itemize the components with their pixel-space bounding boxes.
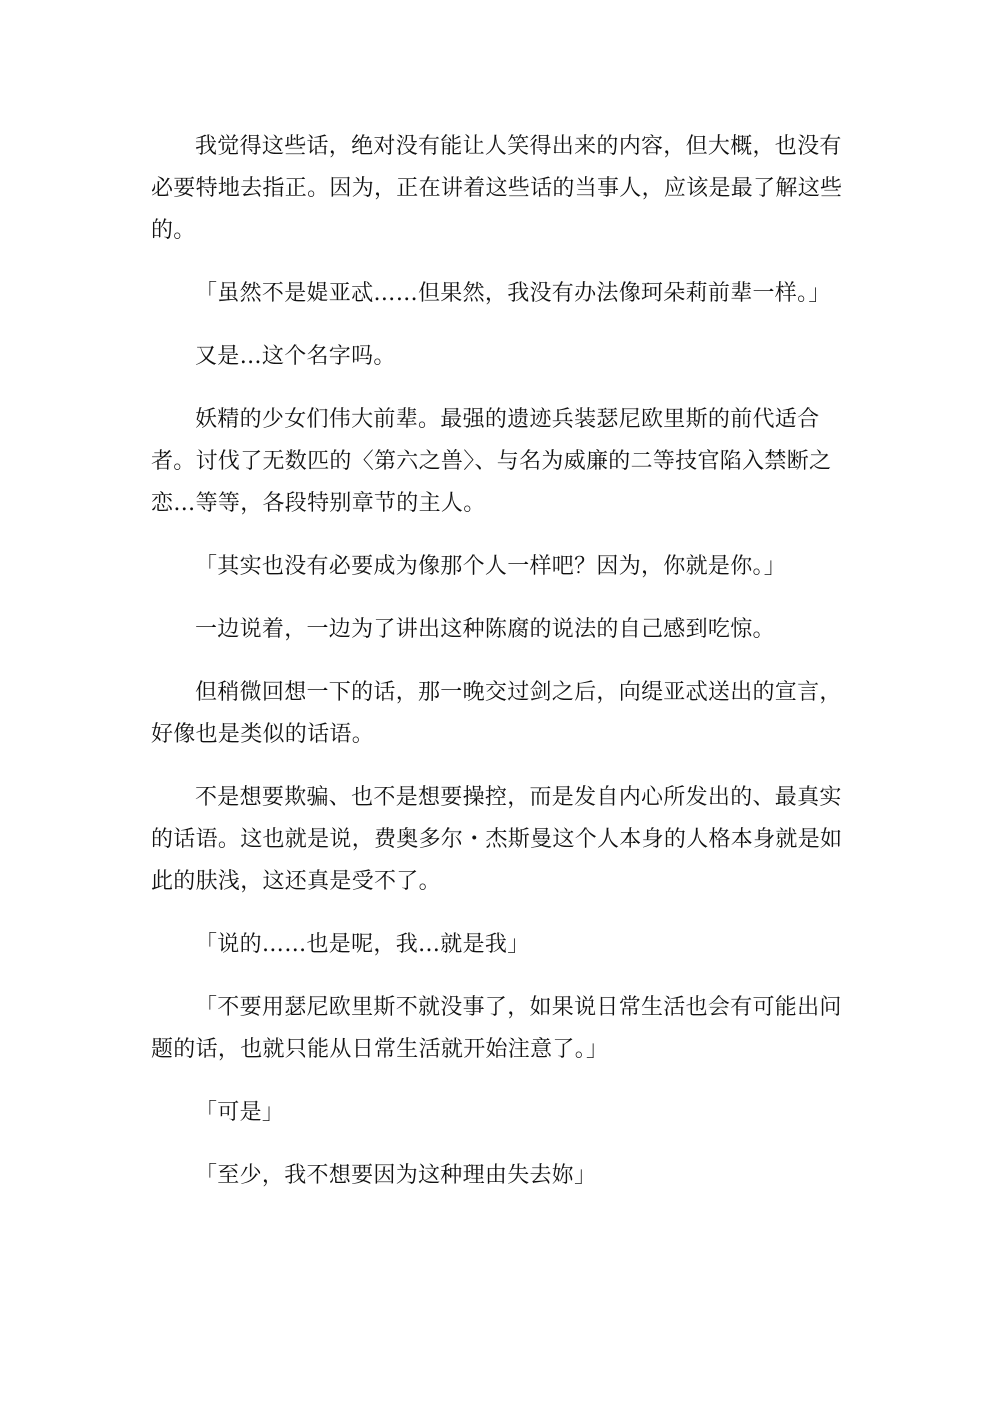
paragraph-9: 「说的……也是呢，我…就是我」 — [195, 932, 530, 957]
paragraph-11: 「可是」 — [195, 1100, 285, 1125]
paragraph-4: 妖精的少女们伟大前辈。最强的遗迹兵装瑟尼欧里斯的前代适合者。讨伐了无数匹的〈第六之兽〉、与名为威廉的二等技官陷入禁断之恋…等等，各段特别章节的主人。 — [151, 407, 832, 516]
paragraph-8: 不是想要欺骗、也不是想要操控，而是发自内心所发出的、最真实的话语。这也就是说，费奥多尔・杰斯曼这个人本身的人格本身就是如此的肤浅，这还真是受不了。 — [151, 785, 843, 894]
paragraph-3: 又是…这个名字吗。 — [195, 344, 396, 369]
paragraph-12: 「至少，我不想要因为这种理由失去妳」 — [195, 1163, 597, 1188]
paragraph-10: 「不要用瑟尼欧里斯不就没事了，如果说日常生活也会有可能出问题的话，也就只能从日常生活就开始注意了。」 — [151, 995, 842, 1062]
paragraph-2: 「虽然不是媞亚忒……但果然，我没有办法像珂朵莉前辈一样。」 — [195, 281, 831, 306]
paragraph-7: 但稍微回想一下的话，那一晚交过剑之后，向缇亚忒送出的宣言，好像也是类似的话语。 — [151, 680, 842, 747]
paragraph-1: 我觉得这些话，绝对没有能让人笑得出来的内容，但大概，也没有必要特地去指正。因为，正在讲着这些话的当事人，应该是最了解这些的。 — [151, 134, 843, 243]
text-body — [151, 126, 859, 1218]
paragraph-5: 「其实也没有必要成为像那个人一样吧？因为，你就是你。」 — [195, 554, 787, 579]
paragraph-6: 一边说着，一边为了讲出这种陈腐的说法的自己感到吃惊。 — [195, 617, 775, 642]
